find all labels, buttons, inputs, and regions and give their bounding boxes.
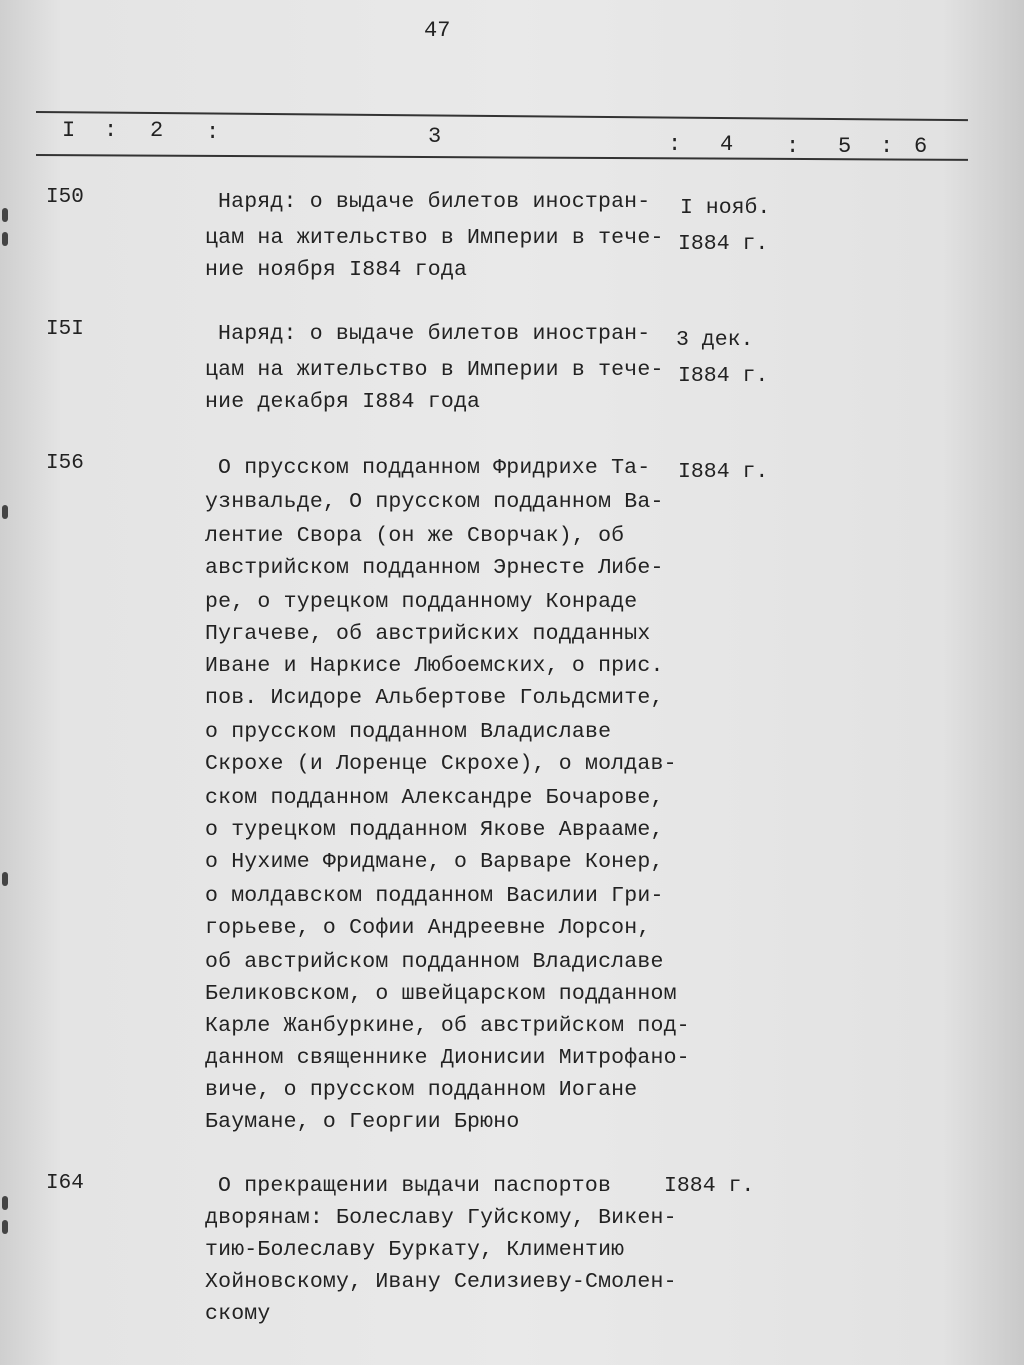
entry-title-line: данном священнике Дионисии Митрофано- [205, 1046, 690, 1070]
column-separator: : [104, 118, 119, 143]
entry-title-line: Наряд: о выдаче билетов иностран- [218, 322, 651, 346]
entry-title-line: о прусском подданном Владиславе [205, 720, 612, 744]
entry-title-line: Хойновскому, Ивану Селизиеву-Смолен- [205, 1270, 677, 1294]
entry-title-line: о молдавском подданном Василии Гри- [205, 884, 664, 908]
column-number: I [62, 118, 77, 143]
binder-hole [2, 1220, 8, 1234]
entry-title-line: цам на жительство в Империи в тече- [205, 226, 664, 250]
entry-title-line: Скрохе (и Лоренце Скрохе), о молдав- [205, 752, 677, 776]
entry-number: I64 [46, 1172, 84, 1195]
header-rule-top [36, 111, 968, 121]
entry-title-line: тию-Болеславу Буркату, Климентию [205, 1238, 625, 1262]
entry-title-line: об австрийском подданном Владиславе [205, 950, 664, 974]
entry-number: I50 [46, 186, 84, 209]
entry-number: I5I [46, 318, 84, 341]
binder-hole [2, 208, 8, 222]
column-separator: : [880, 134, 895, 159]
entry-title-line: ние ноября I884 года [205, 258, 468, 282]
entry-title-line: австрийском подданном Эрнесте Либе- [205, 556, 664, 580]
column-number: 3 [428, 124, 443, 149]
header-rule-bottom [36, 154, 968, 161]
column-number: 2 [150, 118, 165, 143]
entry-title-line: Наряд: о выдаче билетов иностран- [218, 190, 651, 214]
binder-hole [2, 505, 8, 519]
entry-title-line: дворянам: Болеславу Гуйскому, Викен- [205, 1206, 677, 1230]
entry-title-line: Баумане, о Георгии Брюно [205, 1110, 520, 1134]
binder-hole [2, 872, 8, 886]
entry-title-line: О прекращении выдачи паспортов [218, 1174, 612, 1198]
entry-title-line: узнвальде, О прусском подданном Ва- [205, 490, 664, 514]
entry-date: I884 г. [678, 232, 769, 256]
column-separator: : [786, 134, 801, 159]
entry-title-line: ре, о турецком подданному Конраде [205, 590, 638, 614]
column-separator: : [206, 120, 221, 145]
entry-title-line: горьеве, о Софии Андреевне Лорсон, [205, 916, 651, 940]
entry-title-line: Карле Жанбуркине, об австрийском под- [205, 1014, 690, 1038]
entry-date: I884 г. [678, 364, 769, 388]
entry-title-line: виче, о прусском подданном Иогане [205, 1078, 638, 1102]
entry-title-line: скому [205, 1302, 271, 1326]
entry-title-line: ском подданном Александре Бочарове, [205, 786, 664, 810]
binder-hole [2, 232, 8, 246]
entry-date: I884 г. [664, 1174, 755, 1198]
entry-title-line: Беликовском, о швейцарском подданном [205, 982, 677, 1006]
column-number: 4 [720, 132, 735, 157]
binder-hole [2, 1196, 8, 1210]
entry-title-line: цам на жительство в Империи в тече- [205, 358, 664, 382]
entry-title-line: Пугачеве, об австрийских подданных [205, 622, 651, 646]
column-number: 5 [838, 134, 853, 159]
entry-title-line: пов. Исидоре Альбертове Гольдсмите, [205, 686, 664, 710]
page-number: 47 [424, 18, 451, 43]
entry-title-line: Иване и Наркисе Любоемских, о прис. [205, 654, 664, 678]
entry-title-line: лентие Свора (он же Сворчак), об [205, 524, 625, 548]
column-number: 6 [914, 134, 929, 159]
entry-title-line: О прусском подданном Фридрихе Та- [218, 456, 651, 480]
column-separator: : [668, 132, 683, 157]
entry-title-line: ние декабря I884 года [205, 390, 481, 414]
entry-date: I нояб. [680, 196, 771, 220]
entry-date: I884 г. [678, 460, 769, 484]
entry-number: I56 [46, 452, 84, 475]
entry-date: 3 дек. [676, 328, 754, 352]
entry-title-line: о Нухиме Фридмане, о Варваре Конер, [205, 850, 664, 874]
entry-title-line: о турецком подданном Якове Аврааме, [205, 818, 664, 842]
